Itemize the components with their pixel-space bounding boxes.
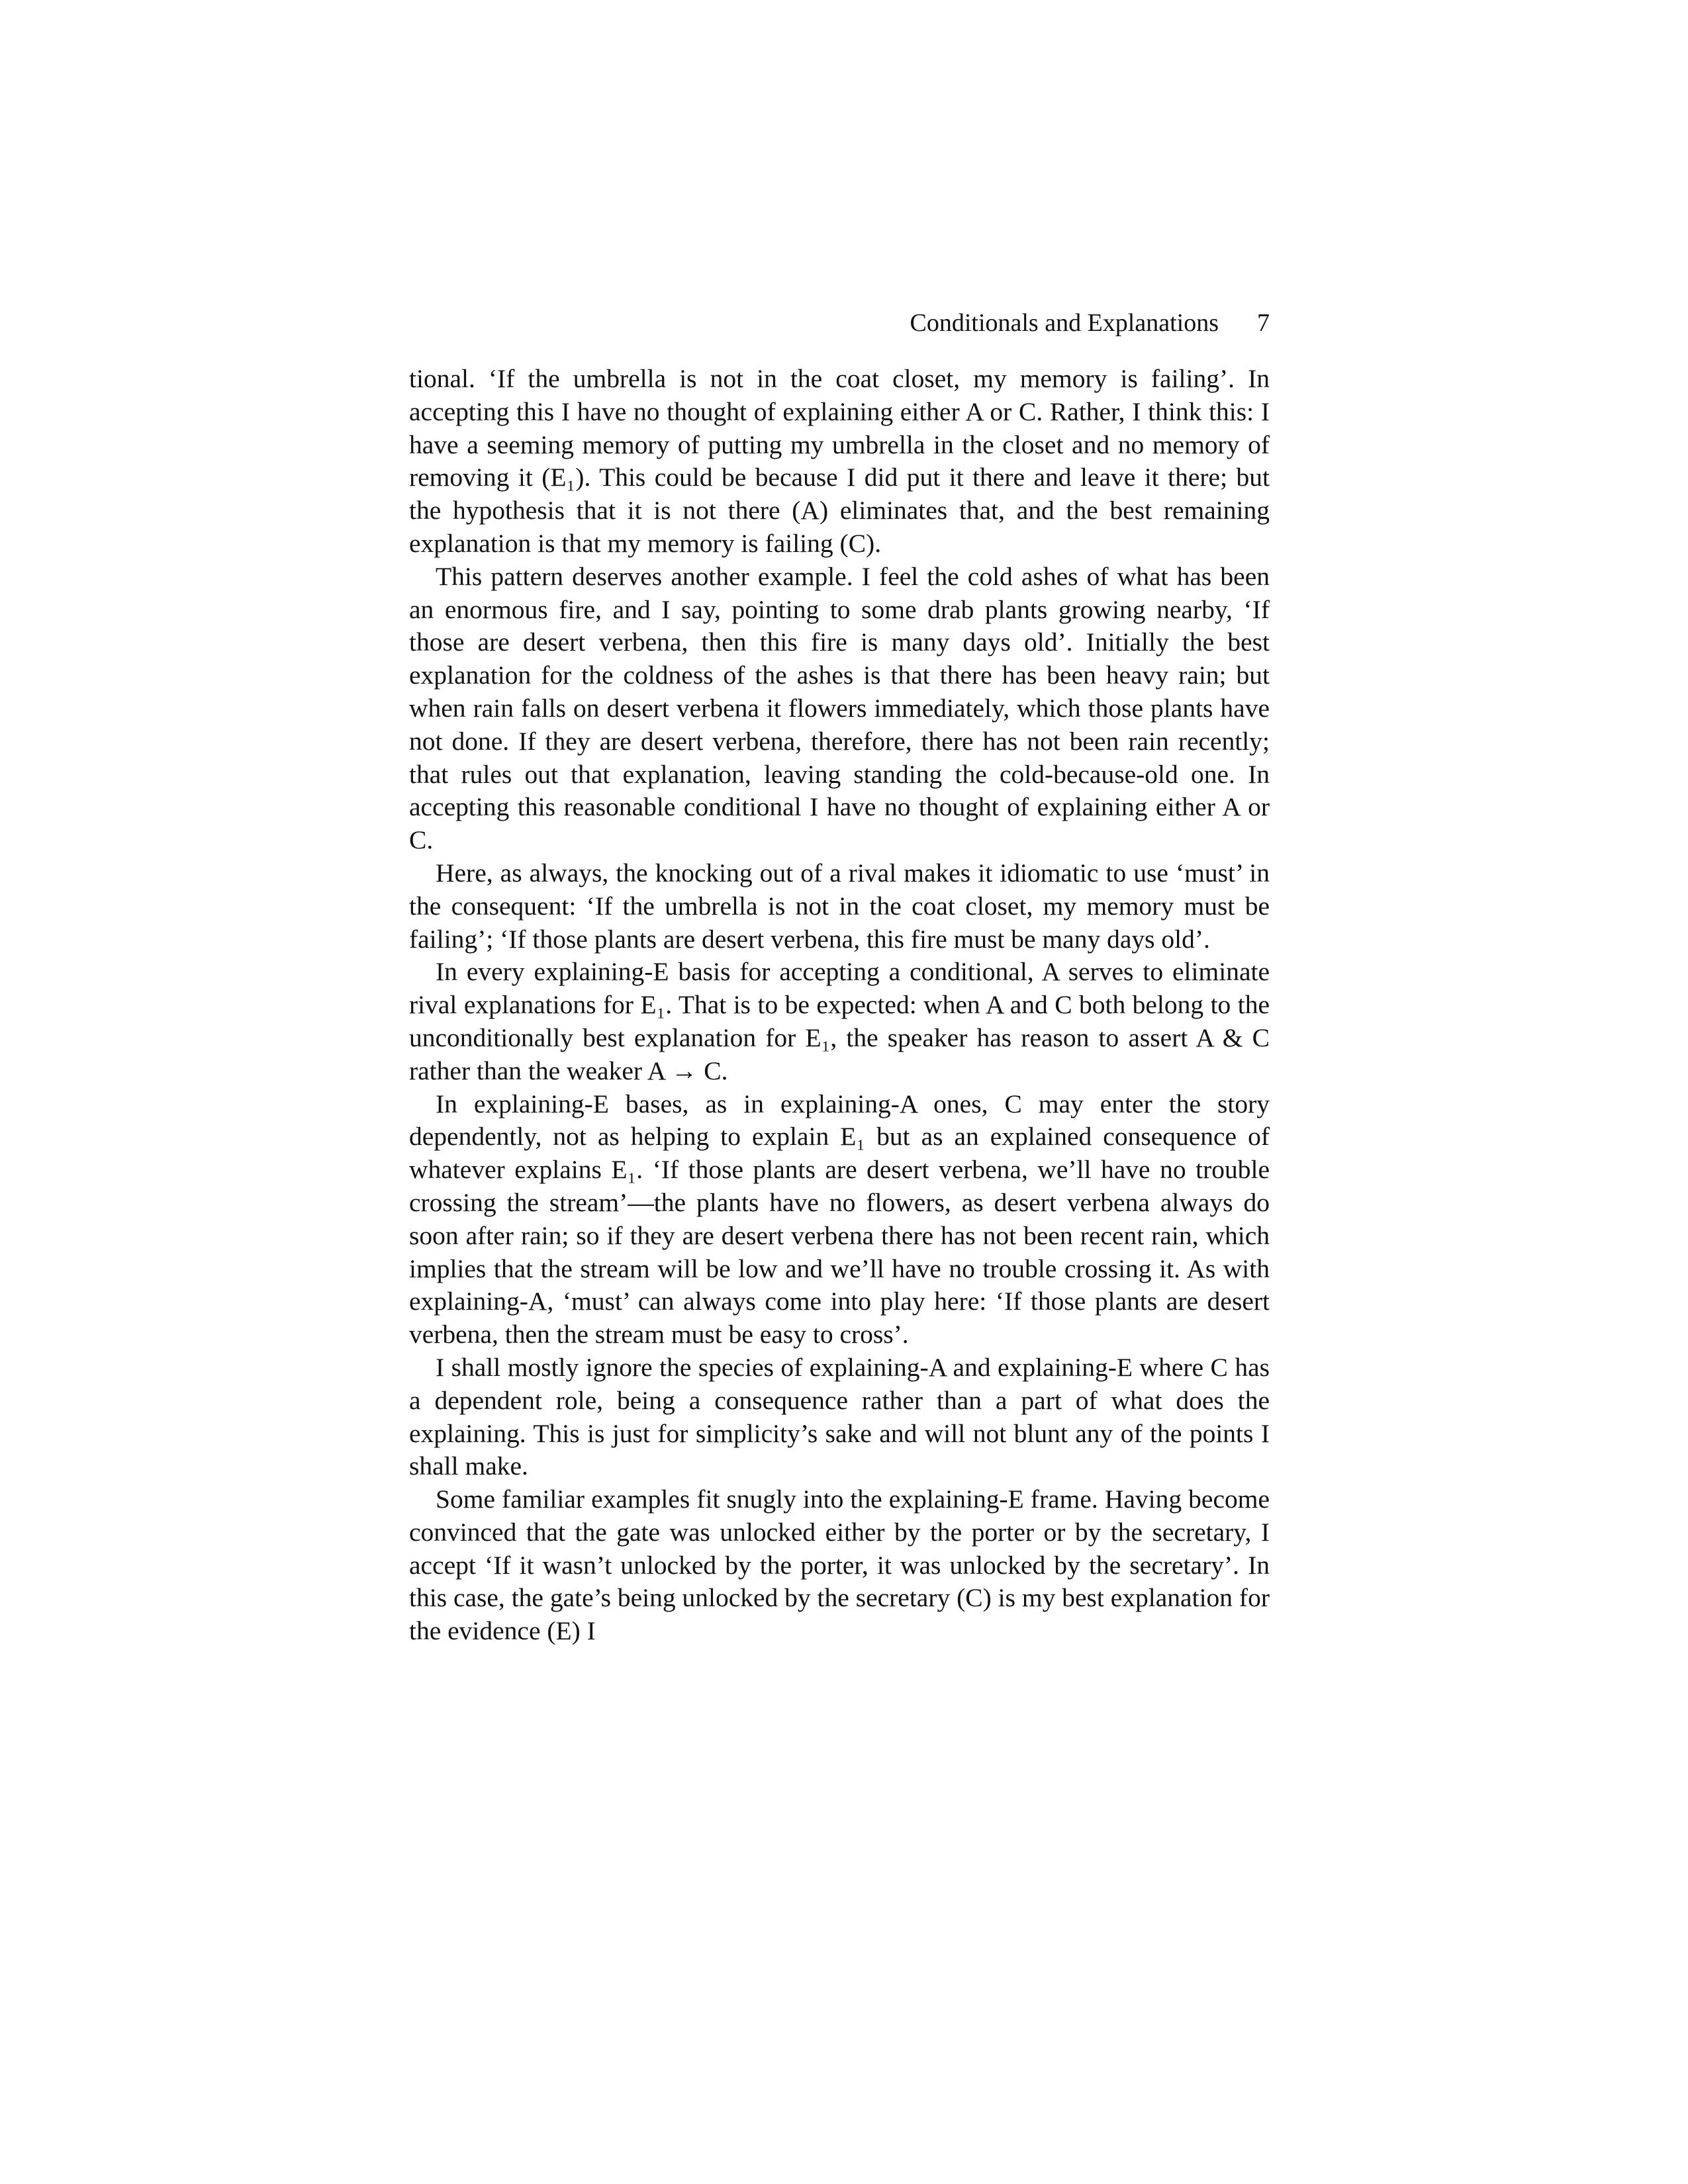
paragraph-6: I shall mostly ignore the species of explaining-A and explaining-E where C has a dependent role, being a consequence rather than a part of what does the explaining. This is just for simplicity’s sake and will not blunt any of the points I shall make. xyxy=(409,1352,1270,1481)
body-text xyxy=(409,363,1270,1648)
page-number: 7 xyxy=(1257,309,1270,337)
running-title: Conditionals and Explanations xyxy=(910,309,1219,337)
paragraph-7: Some familiar examples fit snugly into the explaining-E frame. Having become convinced that the gate was unlocked either by the porter or by the secretary, I accept ‘If it wasn’t unlocked by the porter, it was unlocked by the secretary’. In this case, the gate’s being unlocked by the secretary (C) is my best explanation for the evidence (E) I xyxy=(409,1484,1270,1646)
paragraph-2: This pattern deserves another example. I feel the cold ashes of what has been an enormous fire, and I say, pointing to some drab plants growing nearby, ‘If those are desert verbena, then this fire is many days old’. Initially the best explanation for the coldness of the ashes is that there has been heavy rain; but when rain falls on desert verbena it flowers immediately, which those plants have not done. If they are desert verbena, therefore, there has not been rain recently; that rules out that explanation, leaving standing the cold-because-old one. In accepting this reasonable conditional I have no thought of explaining either A or C. xyxy=(409,561,1270,855)
paragraph-1: tional. ‘If the umbrella is not in the coat closet, my memory is failing’. In accepting this I have no thought of explaining either A or C. Rather, I think this: I have a seeming memory of putting my umbrella in the closet and no memory of removing it (E₁). This could be because I did put it there and leave it there; but the hypothesis that it is not there (A) eliminates that, and the best remaining explanation is that my memory is failing (C). xyxy=(409,364,1270,558)
paragraph-5: In explaining-E bases, as in explaining-A ones, C may enter the story dependently, not as helping to explain E₁ but as an explained consequence of whatever explains E₁. ‘If those plants are desert verbena, we’ll have no trouble crossing the stream’—the plants have no flowers, as desert verbena always do soon after rain; so if they are desert verbena there has not been recent rain, which implies that the stream will be low and we’ll have no trouble crossing it. As with explaining-A, ‘must’ can always come into play here: ‘If those plants are desert verbena, then the stream must be easy to cross’. xyxy=(409,1089,1270,1349)
paragraph-4: In every explaining-E basis for accepting a conditional, A serves to eliminate rival explanations for E₁. That is to be expected: when A and C both belong to the unconditionally best explanation for E₁, the speaker has reason to assert A & C rather than the weaker A → C. xyxy=(409,957,1270,1085)
running-header xyxy=(409,306,1270,340)
paragraph-3: Here, as always, the knocking out of a rival makes it idiomatic to use ‘must’ in the consequent: ‘If the umbrella is not in the coat closet, my memory must be failing’; ‘If those plants are desert verbena, this fire must be many days old’. xyxy=(409,858,1270,954)
